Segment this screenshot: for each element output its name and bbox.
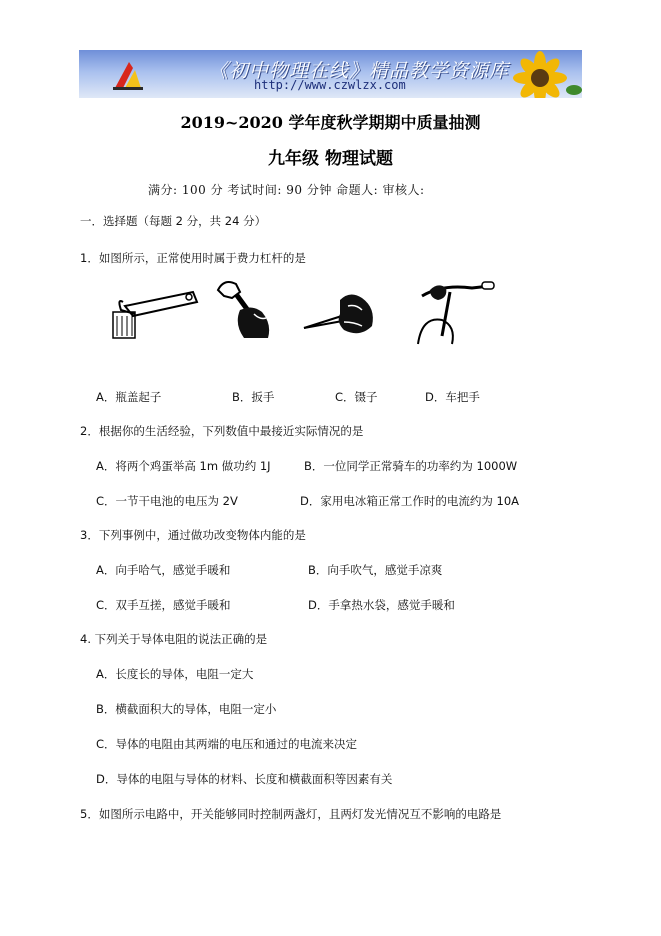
question-4-option-d[interactable]: D．导体的电阻与导体的材料、长度和横截面积等因素有关 <box>96 772 393 786</box>
question-1-option-d[interactable]: D．车把手 <box>425 390 480 404</box>
wrench-icon <box>210 276 280 346</box>
question-3-stem: 3．下列事例中，通过做功改变物体内能的是 <box>80 528 306 542</box>
header-banner <box>79 50 582 98</box>
question-2-option-c[interactable]: C．一节干电池的电压为 2V <box>96 494 238 508</box>
question-4-stem: 4. 下列关于导体电阻的说法正确的是 <box>80 632 268 646</box>
question-3-option-c[interactable]: C．双手互搓，感觉手暖和 <box>96 598 231 612</box>
question-1-option-a[interactable]: A．瓶盖起子 <box>96 390 162 404</box>
banner-url[interactable]: http://www.czwlzx.com <box>254 78 406 92</box>
question-3-option-d[interactable]: D．手拿热水袋，感觉手暖和 <box>308 598 455 612</box>
question-2-option-a[interactable]: A．将两个鸡蛋举高 1m 做功约 1J <box>96 459 271 473</box>
section-heading: 一．选择题（每题 2 分，共 24 分） <box>80 214 267 228</box>
sunflower-icon <box>492 50 582 98</box>
question-2-stem: 2．根据你的生活经验，下列数值中最接近实际情况的是 <box>80 424 364 438</box>
tweezers-icon <box>300 276 380 346</box>
question-3-option-a[interactable]: A．向手哈气，感觉手暖和 <box>96 563 231 577</box>
question-1-stem: 1．如图所示，正常使用时属于费力杠杆的是 <box>80 251 306 265</box>
question-2-option-d[interactable]: D．家用电冰箱正常工作时的电流约为 10A <box>300 494 520 508</box>
exam-subtitle: 九年级 物理试题 <box>268 149 393 169</box>
question-4-option-c[interactable]: C．导体的电阻由其两端的电压和通过的电流来决定 <box>96 737 358 751</box>
question-2-option-b[interactable]: B．一位同学正常骑车的功率约为 1000W <box>304 459 518 473</box>
question-1-option-c[interactable]: C．镊子 <box>335 390 378 404</box>
question-1-option-b[interactable]: B．扳手 <box>232 390 275 404</box>
question-4-option-a[interactable]: A．长度长的导体，电阻一定大 <box>96 667 254 681</box>
bottle-opener-icon <box>105 276 200 341</box>
question-4-option-b[interactable]: B．横截面积大的导体，电阻一定小 <box>96 702 277 716</box>
banner-title: 《初中物理在线》精品教学资源库 <box>209 60 510 82</box>
exam-title: 2019~2020 学年度秋学期期中质量抽测 <box>180 113 481 132</box>
question-5-stem: 5．如图所示电路中，开关能够同时控制两盏灯，且两灯发光情况互不影响的电路是 <box>80 807 502 821</box>
question-3-option-b[interactable]: B．向手吹气，感觉手凉爽 <box>308 563 443 577</box>
site-logo-icon <box>111 58 145 92</box>
exam-meta: 满分: 100 分 考试时间: 90 分钟 命题人: 审核人: <box>148 183 425 197</box>
bike-handlebar-icon <box>412 276 497 346</box>
